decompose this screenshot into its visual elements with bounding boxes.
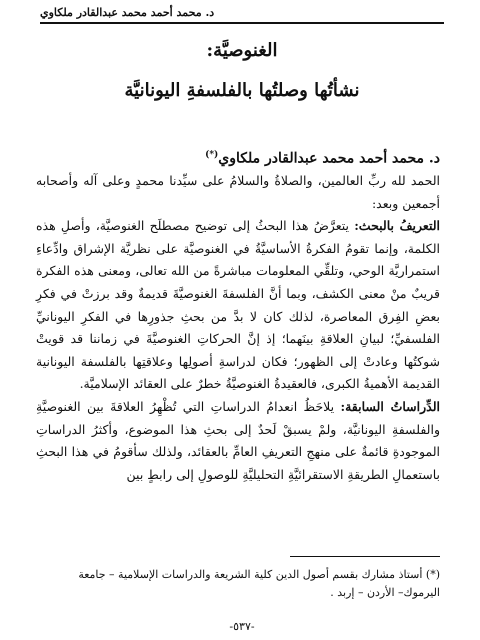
section-label: الدِّراساتُ السابقة:: [340, 398, 440, 414]
header-rule: [40, 22, 444, 24]
author-footnote-mark: (*): [205, 150, 219, 160]
running-head: د. محمد أحمد محمد عبدالقادر ملكاوي: [40, 6, 215, 19]
section-label: التعريفُ بالبحث:: [354, 218, 440, 234]
section-paragraph: [36, 215, 440, 396]
footnote-rule: [290, 556, 440, 557]
section-paragraph: [36, 396, 440, 486]
author-line: [36, 146, 440, 168]
article-title: الغنوصيَّة:: [206, 40, 278, 61]
intro-paragraph: الحمد لله ربِّ العالمين، والصلاةُ والسلامُ على سيِّدنا محمدٍ وعلى آله وأصحابه أجمعين وبعد:: [36, 173, 440, 211]
section-text: يتعرَّضُ هذا البحثُ إلى توضيح مصطلَح الغنوصيَّة، وأصلِ هذه الكلمة، وإنما تقومُ الفكرةُ الأساسيَّةُ في الغنوصيَّة على نظريَّة الإشراق وادِّعاءِ استمراريَّة الوحي، وتلقِّي المعلومات مباشرةً من الله تعالى، ومعنى هذه الفكرة قريبٌ منْ معنى الكشف، وبما أنَّ الفلسفةَ الغنوصيَّةَ قديمةٌ وقد برزتْ في فكرِ بعضِ الفِرق المعاصرة، لذلك كان لا بدَّ من بحثِ جذورِها في الفكرِ اليونانيِّ الفلسفيِّ؛ لبيانِ العلاقةِ بينَهما؛ إذ إنَّ الحركاتِ الغنوصيَّةَ في زماننا قد قويتْ شوكتُها وعادتْ إلى الظهور؛ فكان لدراسةِ أصولِها وعلاقتِها بالفلسفة اليونانية القديمة الأهميةُ الكبرى، فالعقيدةُ الغنوصيَّةُ خطرٌ على العقائد الإسلاميَّة.: [36, 218, 440, 392]
section-text: يلاحَظُ انعدامُ الدراساتِ التي تُظْهِرُ العلاقةَ بين الغنوصيَّةِ والفلسفةِ اليونانيَّة، ولمْ يسبقْ لَحدٌ إلى بحثِ هذا الموضوع، وأكثرُ الدراساتِ الموجودةِ قائمةٌ على منهجِ التعريفِ العامِّ بالعقائد، ولذلك سأقومُ في هذا البحثِ باستعمالِ الطريقةِ الاستقرائيَّةِ التحليليَّةِ للوصولِ إلى رابطٍ بين: [36, 398, 440, 482]
body-text: [36, 170, 440, 486]
article-subtitle: نشأتُها وصلتُها بالفلسفةِ اليونانيَّة: [124, 80, 360, 101]
page-number: -٥٣٧-: [229, 620, 255, 633]
footnote: (*) أستاذ مشارك بقسم أصول الدين كلية الشريعة والدراسات الإسلامية – جامعة اليرموك– الأردن – إربد .: [78, 568, 440, 599]
author-name: د. محمد أحمد محمد عبدالقادر ملكاوي: [218, 150, 440, 167]
